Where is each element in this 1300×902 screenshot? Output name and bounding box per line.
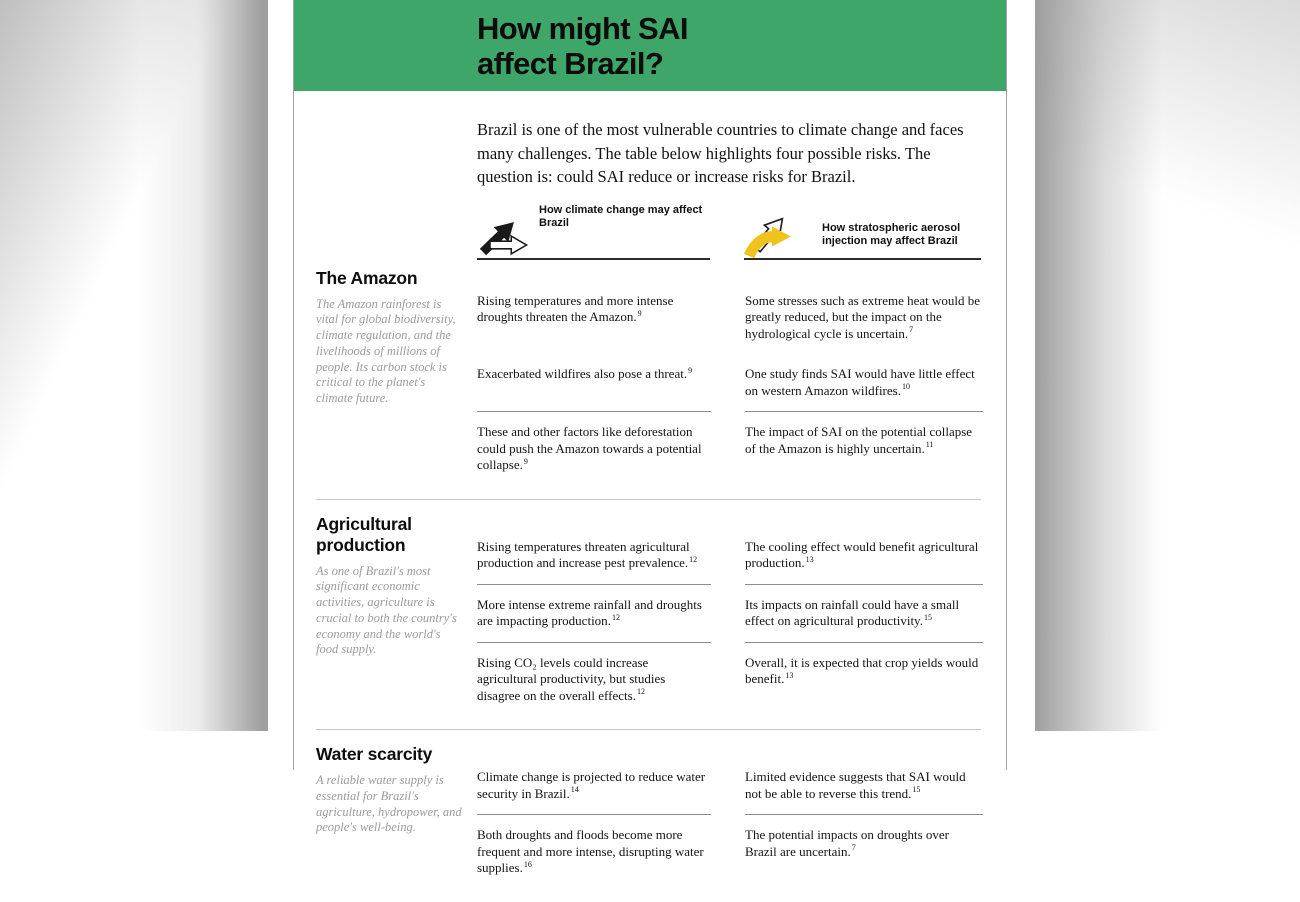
sai-impact-text: The potential impacts on droughts over Brazil are uncertain. — [745, 827, 949, 859]
sai-impact-text: The cooling effect would benefit agricultural production. — [745, 538, 979, 570]
footnote-ref: 16 — [523, 859, 532, 869]
sai-impact-text: Overall, it is expected that crop yields would benefit. — [745, 654, 979, 686]
sections-container — [316, 260, 981, 902]
topic-section — [316, 730, 981, 902]
footnote-ref: 10 — [901, 382, 910, 392]
section-label-column — [316, 268, 477, 486]
table-row — [477, 412, 983, 486]
climate-column-header — [477, 200, 710, 260]
sai-column-label: How stratospheric aerosol injection may affect Brazil — [822, 221, 961, 247]
footnote-ref: 12 — [611, 612, 620, 622]
climate-impact-cell — [477, 655, 711, 717]
sai-impact-cell — [745, 769, 983, 815]
climate-impact-cell — [477, 424, 711, 486]
footnote-ref: 15 — [912, 785, 921, 795]
climate-impact-cell — [477, 769, 711, 815]
section-rows — [477, 293, 983, 486]
table-row — [477, 293, 983, 355]
sai-impact-text: One study finds SAI would have little effect on western Amazon wildfires. — [745, 366, 975, 398]
footnote-ref: 7 — [909, 325, 914, 335]
table-row — [477, 585, 983, 643]
climate-column-label: How climate change may affect Brazil — [539, 203, 703, 229]
climate-impact-cell — [477, 539, 711, 585]
sai-impact-text: Its impacts on rainfall could have a small effect on agricultural productivity. — [745, 596, 960, 628]
footnote-ref: 13 — [785, 670, 794, 680]
sai-impact-text: The impact of SAI on the potential collapse of the Amazon is highly uncertain. — [745, 424, 973, 456]
table-row — [477, 815, 983, 889]
page-header — [294, 0, 1006, 91]
climate-impact-cell — [477, 597, 711, 643]
intro-paragraph: Brazil is one of the most vulnerable countries to climate change and faces many challenges. The table below highlights four possible risks. The question is: could SAI reduce or increase risks for Brazil. — [477, 120, 964, 186]
section-rows — [477, 769, 983, 889]
climate-arrow-icon — [477, 200, 533, 258]
document-page — [293, 0, 1007, 875]
backdrop-left-shade — [0, 0, 268, 731]
sai-impact-cell — [745, 424, 983, 486]
section-sidenote: As one of Brazil's most significant economic activities, agriculture is crucial to both the country's economy and the world's food supply. — [316, 563, 457, 657]
topic-section — [316, 500, 981, 731]
page-title — [477, 12, 1006, 81]
sai-impact-cell — [745, 366, 983, 412]
climate-impact-cell — [477, 366, 711, 412]
table-row — [477, 643, 983, 717]
climate-impact-text: Exacerbated wildfires also pose a threat. — [477, 366, 688, 381]
footnote-ref: 15 — [923, 612, 932, 622]
sai-impact-cell — [745, 827, 983, 889]
section-sidenote: The Amazon rainforest is vital for global biodiversity, climate regulation, and the livelihoods of millions of people. Its carbon stock is critical to the planet's climate future. — [316, 296, 456, 406]
footnote-ref: 11 — [925, 440, 934, 450]
table-row — [477, 539, 983, 585]
section-heading: The Amazon — [316, 267, 418, 288]
section-label-column — [316, 744, 477, 889]
sai-impact-cell — [745, 539, 983, 585]
sai-impact-text: Some stresses such as extreme heat would be greatly reduced, but the impact on the hydrological cycle is uncertain. — [745, 292, 981, 341]
table-row — [477, 769, 983, 815]
climate-impact-text: Both droughts and floods become more frequent and more intense, disrupting water supplies. — [477, 827, 704, 875]
table-row — [477, 354, 983, 412]
page-title-line2: affect Brazil? — [477, 45, 664, 81]
section-heading: Agricultural production — [316, 513, 412, 555]
sai-impact-cell — [745, 655, 983, 717]
section-label-column — [316, 514, 477, 717]
sai-impact-cell — [745, 597, 983, 643]
footnote-ref: 9 — [523, 456, 528, 466]
sai-arrow-icon — [744, 200, 816, 258]
footnote-ref: 7 — [851, 843, 856, 853]
climate-impact-cell — [477, 827, 711, 889]
climate-impact-text: Rising temperatures threaten agricultural production and increase pest prevalence. — [477, 538, 690, 570]
climate-impact-text: More intense extreme rainfall and droughts are impacting production. — [477, 596, 702, 628]
backdrop-right-shade — [1035, 0, 1300, 731]
topic-section — [316, 260, 981, 500]
section-sidenote: A reliable water supply is essential for Brazil's agriculture, hydropower, and people's well-being. — [316, 773, 462, 835]
climate-impact-text: Climate change is projected to reduce water security in Brazil. — [477, 769, 706, 801]
sai-impact-text: Limited evidence suggests that SAI would not be able to reverse this trend. — [745, 769, 966, 801]
table-header-row — [477, 200, 981, 260]
section-heading: Water scarcity — [316, 744, 433, 764]
climate-impact-cell — [477, 293, 711, 355]
footnote-ref: 14 — [570, 785, 579, 795]
footnote-ref: 12 — [636, 687, 645, 697]
climate-impact-text: Rising CO₂ levels could increase agricultural productivity, but studies disagree on the overall effects. — [477, 654, 666, 703]
footnote-ref: 13 — [805, 554, 814, 564]
climate-impact-text: These and other factors like deforestation could push the Amazon towards a potential collapse. — [477, 424, 702, 472]
page-content — [294, 118, 1006, 902]
climate-impact-text: Rising temperatures and more intense droughts threaten the Amazon. — [477, 292, 674, 324]
footnote-ref: 12 — [689, 554, 698, 564]
sai-column-header — [744, 200, 981, 260]
page-title-line1: How might SAI — [477, 11, 688, 46]
footnote-ref: 9 — [688, 365, 693, 375]
section-rows — [477, 539, 983, 717]
footnote-ref: 9 — [637, 308, 642, 318]
sai-impact-cell — [745, 293, 983, 355]
